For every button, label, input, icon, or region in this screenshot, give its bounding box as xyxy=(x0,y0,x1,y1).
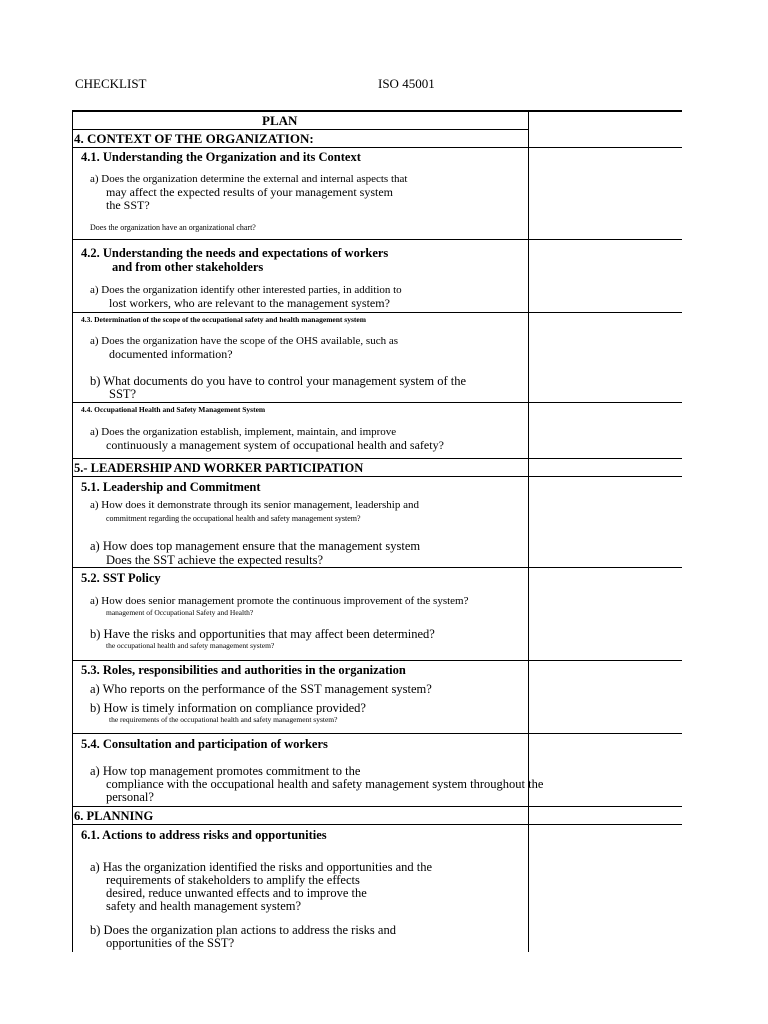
table-top-border xyxy=(72,110,682,112)
section-5-1-title: 5.1. Leadership and Commitment xyxy=(81,480,261,494)
question-4-3-a: a) Does the organization have the scope of the OHS available, such as documented information? xyxy=(90,335,398,361)
question-4-1-note: Does the organization have an organizational chart? xyxy=(90,223,256,232)
row-divider xyxy=(72,458,682,459)
section-5-4-title: 5.4. Consultation and participation of workers xyxy=(81,737,328,751)
section-5-2-title: 5.2. SST Policy xyxy=(81,571,161,585)
section-4-3-title: 4.3. Determination of the scope of the occupational safety and health management system xyxy=(81,315,366,324)
question-4-3-b: b) What documents do you have to control your management system of the SST? xyxy=(90,374,467,401)
section-6-title: 6. PLANNING xyxy=(74,809,154,823)
question-6-1-b: b) Does the organization plan actions to address the risks and opportunities of the SST? xyxy=(90,923,396,950)
table-left-border xyxy=(72,110,73,952)
row-divider xyxy=(72,660,682,661)
row-divider xyxy=(72,147,682,148)
row-divider xyxy=(72,806,682,807)
row-divider xyxy=(72,733,682,734)
section-5-title: 5.- LEADERSHIP AND WORKER PARTICIPATION xyxy=(74,461,364,475)
section-4-title: 4. CONTEXT OF THE ORGANIZATION: xyxy=(74,131,314,146)
question-5-2-b: b) Have the risks and opportunities that may affect been determined? the occupational health and safety management system? xyxy=(90,627,435,650)
checklist-label: CHECKLIST xyxy=(75,76,147,91)
table-column-divider xyxy=(528,110,529,952)
row-divider xyxy=(72,239,682,240)
section-4-1-title: 4.1. Understanding the Organization and its Context xyxy=(81,150,361,164)
row-divider xyxy=(72,402,682,403)
question-5-2-a: a) How does senior management promote the continuous improvement of the system? management of Occupational Safety and Health? xyxy=(90,595,469,617)
question-4-1-a: a) Does the organization determine the external and internal aspects that may affect the expected results of your management system the SST? xyxy=(90,173,408,212)
section-6-1-title: 6.1. Actions to address risks and opportunities xyxy=(81,828,327,842)
question-5-3-b: b) How is timely information on compliance provided? the requirements of the occupational health and safety management system? xyxy=(90,701,366,724)
row-divider xyxy=(72,476,682,477)
question-5-3-a: a) Who reports on the performance of the SST management system? xyxy=(90,682,432,696)
question-4-2-a: a) Does the organization identify other interested parties, in addition to lost workers, who are relevant to the management system? xyxy=(90,284,402,310)
section-4-2-title: 4.2. Understanding the needs and expectations of workers and from other stakeholders xyxy=(81,246,389,274)
row-divider xyxy=(72,824,682,825)
row-divider xyxy=(72,567,682,568)
section-4-4-title: 4.4. Occupational Health and Safety Management System xyxy=(81,405,266,414)
question-5-4-a: a) How top management promotes commitment to the compliance with the occupational health and safety management system throughout the personal? xyxy=(90,764,544,804)
question-4-4-a: a) Does the organization establish, implement, maintain, and improve continuously a management system of occupational health and safety? xyxy=(90,426,444,452)
row-divider xyxy=(72,129,528,130)
question-6-1-a: a) Has the organization identified the risks and opportunities and the requirements of stakeholders to amplify the effects desired, reduce unwanted effects and to improve the safety and health management system? xyxy=(90,860,433,913)
section-5-3-title: 5.3. Roles, responsibilities and authorities in the organization xyxy=(81,663,406,677)
standard-label: ISO 45001 xyxy=(378,76,435,91)
plan-title: PLAN xyxy=(262,113,298,128)
row-divider xyxy=(72,312,682,313)
question-5-1-a2: a) How does top management ensure that the management system Does the SST achieve the expected results? xyxy=(90,539,421,567)
question-5-1-a1: a) How does it demonstrate through its senior management, leadership and commitment regarding the occupational health and safety management system? xyxy=(90,499,419,523)
